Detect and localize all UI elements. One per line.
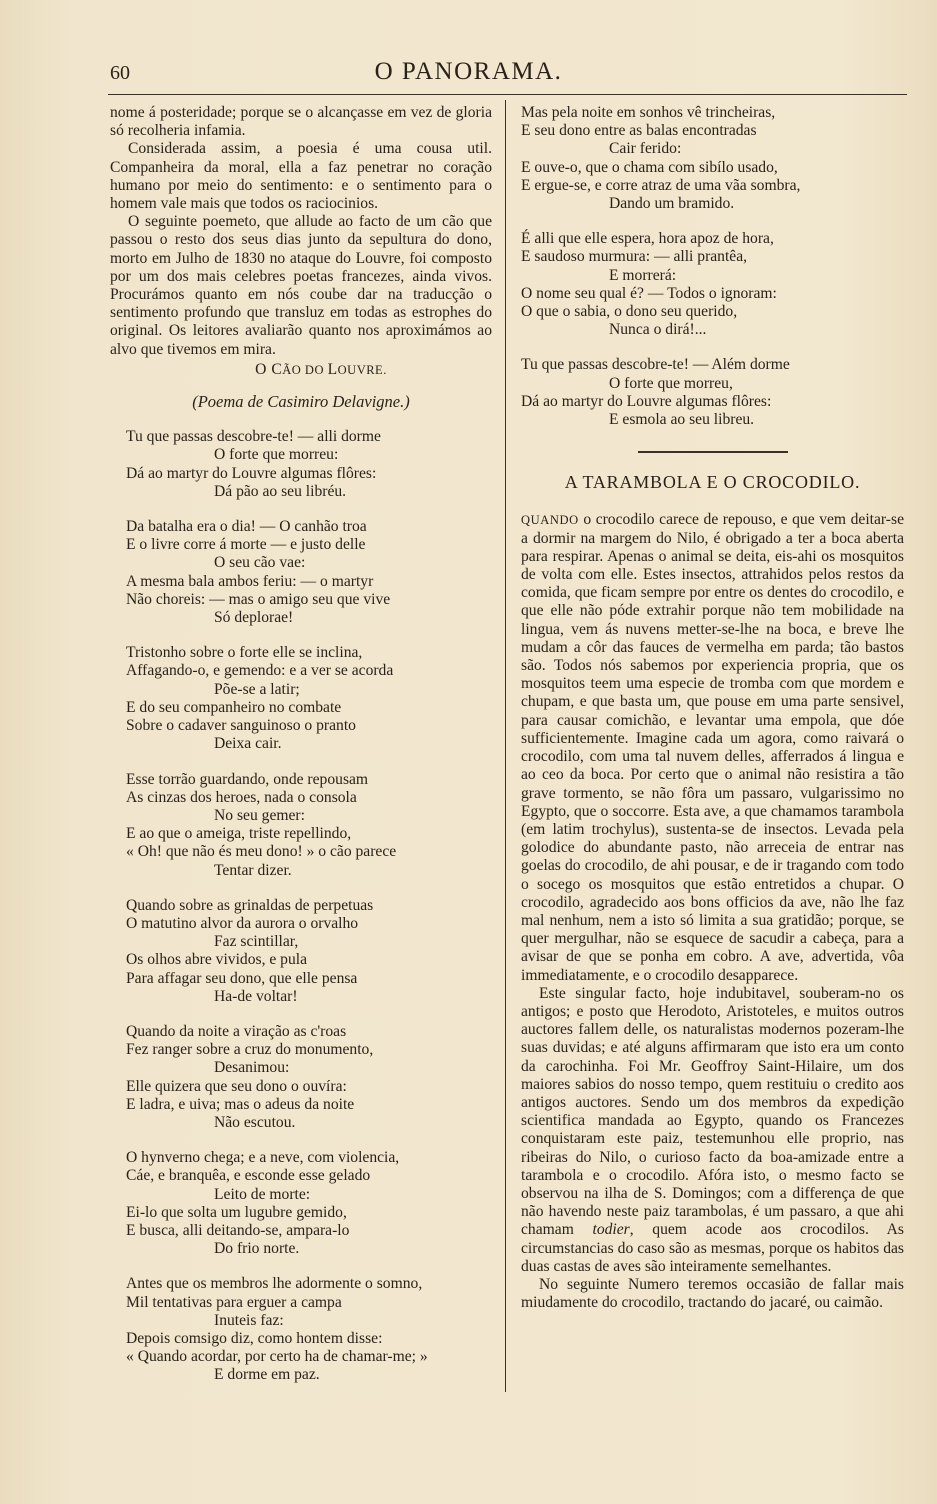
verse-line: Ha-de voltar! xyxy=(214,987,298,1005)
verse-line: Antes que os membros lhe adormente o somno, xyxy=(126,1275,423,1293)
paragraph: Considerada assim, a poesia é uma cousa util. Companheira da moral, ella a faz penetrar no coração humano por meio do sentimento: e o sentimento para o homem vale mais que todos os raciocinios. xyxy=(110,140,492,213)
section-title: A TARAMBOLA E O CROCODILO. xyxy=(564,472,861,493)
poem xyxy=(110,428,492,1384)
verse-line: O hynverno chega; e a neve, com violencia, xyxy=(126,1149,400,1167)
verse-line: Tentar dizer. xyxy=(214,861,292,879)
verse-line: Põe-se a latir; xyxy=(214,680,300,698)
poem-continuation xyxy=(521,104,904,429)
poem-attribution: (Poema de Casimiro Delavigne.) xyxy=(192,392,410,412)
verse-line: Fez ranger sobre a cruz do monumento, xyxy=(126,1041,374,1059)
verse-line: « Oh! que não és meu dono! » o cão parece xyxy=(126,843,397,861)
verse-line: É alli que elle espera, hora apoz de hora, xyxy=(521,230,774,248)
verse-line: « Quando acordar, por certo ha de chamar-me; » xyxy=(126,1348,428,1366)
verse-line: Dando um bramido. xyxy=(609,195,735,213)
running-title: O PANORAMA. xyxy=(374,58,563,85)
verse-line: Para affagar seu dono, que elle pensa xyxy=(126,969,358,987)
verse-line: A mesma bala ambos feriu: — o martyr xyxy=(126,572,374,590)
paragraph: QUANDO o crocodilo carece de repouso, e que vem deitar-se a dormir na margem do Nilo, é obrigado a ter a boca aberta para respirar. Apenas o animal se deita, eis-ahi os mosquitos de volta com elle. Estes insectos, attrahidos pelos restos da comida, que ficam sempre por entre os dentes do crocodilo, e que elle não póde extrahir porque não tem mobilidade na lingua, vem ás nuvens metter-se-lhe na boca, e breve lhe mudam a côr das fauces de vermelha em parda; tão bastos são. Todos nós sabemos por experiencia propria, que os mosquitos teem uma especie de tromba com que mordem e chupam, e que basta um, que pouse em uma parte sensivel, para causar comichão, e levantar uma empola, que dóe sufficientemente. Imagine cada um agora, como raivará o crocodilo, com uma tal nuvem delles, afferrados á lingua e ao ceo da boca. Por certo que o animal não resistira a tão grave tormento, se não fôra um passaro, vulgarissimo no Egypto, que o soccorre. Esta ave, a que chamamos tarambola (em latim trochylus), sustenta-se de insectos. Levada pela golodice do abundante pasto, não arreceia de entrar nas goelas do crocodilo, de ahi pousar, e de ir tragando com todo o socego os mosquitos que estão entretidos a chupar. O crocodilo, agradecido aos bons officios da ave, não lhe faz mal nenhum, nem a isto só limita a sua gratidão; porque, se quer mergulhar, não se esquece de sacudir a cabeça, para a avisar de que se ponha em cobro. A ave, advertida, vôa immediatamente, e o crocodilo desapparece. xyxy=(521,511,904,984)
paragraph: nome á posteridade; porque se o alcançasse em vez de gloria só recolheria infamia. xyxy=(110,104,492,140)
poem-title: O CÃO DO LOUVRE. xyxy=(255,360,387,378)
stanza xyxy=(126,644,492,753)
stanza xyxy=(126,1149,492,1258)
paragraph: O seguinte poemeto, que allude ao facto de um cão que passou o resto dos seus dias junto da sepultura do dono, morto em Julho de 1830 no ataque do Louvre, foi composto por um dos mais celebres poetas francezes, ainda vivos. Procurámos quanto em nós coube dar na traducção o sentimento profundo que transluz em todas as estrophes do original. Os leitores avaliarão quanto nos aproximámos ao alvo que tivemos em mira. xyxy=(110,213,492,358)
verse-line: Cáe, e branquêa, e esconde esse gelado xyxy=(126,1167,371,1185)
verse-line: Ei-lo que solta um lugubre gemido, xyxy=(126,1203,347,1221)
verse-line: Dá pão ao seu libréu. xyxy=(214,482,347,500)
verse-line: Da batalha era o dia! — O canhão troa xyxy=(126,518,367,536)
verse-line: O seu cão vae: xyxy=(214,554,306,572)
verse-line: E ao que o ameiga, triste repellindo, xyxy=(126,825,352,843)
verse-line: Tristonho sobre o forte elle se inclina, xyxy=(126,644,363,662)
verse-line: Dá ao martyr do Louvre algumas flôres: xyxy=(126,464,377,482)
verse-line: Quando da noite a viração as c'roas xyxy=(126,1022,347,1040)
left-column xyxy=(110,104,492,1385)
verse-line: E o livre corre á morte — e justo delle xyxy=(126,536,366,554)
verse-line: E morrerá: xyxy=(609,266,677,284)
verse-line: Tu que passas descobre-te! — Além dorme xyxy=(521,356,790,374)
verse-line: E do seu companheiro no combate xyxy=(126,698,342,716)
verse-line: Dá ao martyr do Louvre algumas flôres: xyxy=(521,392,772,410)
verse-line: Do frio norte. xyxy=(214,1240,300,1258)
verse-line: O forte que morreu, xyxy=(609,374,733,392)
verse-line: O forte que morreu: xyxy=(214,446,339,464)
verse-line: E saudoso murmura: — alli prantêa, xyxy=(521,248,748,266)
verse-line: O nome seu qual é? — Todos o ignoram: xyxy=(521,284,777,302)
stanza xyxy=(126,1023,492,1132)
page-header xyxy=(0,58,937,90)
verse-line: Inuteis faz: xyxy=(214,1311,284,1329)
stanza xyxy=(126,428,492,501)
verse-line: E ladra, e uiva; mas o adeus da noite xyxy=(126,1095,355,1113)
verse-line: E busca, alli deitando-se, ampara-lo xyxy=(126,1221,350,1239)
page-number: 60 xyxy=(110,62,130,84)
column-divider xyxy=(505,100,506,1392)
stanza xyxy=(126,771,492,880)
verse-line: Affagando-o, e gemendo: e a ver se acorda xyxy=(126,662,394,680)
stanza xyxy=(126,1275,492,1384)
verse-line: Leito de morte: xyxy=(214,1185,311,1203)
verse-line: E esmola ao seu libreu. xyxy=(609,411,755,429)
verse-line: Não choreis: — mas o amigo seu que vive xyxy=(126,590,391,608)
stanza xyxy=(521,356,904,429)
verse-line: As cinzas dos heroes, nada o consola xyxy=(126,788,357,806)
verse-line: Não escutou. xyxy=(214,1113,296,1131)
verse-line: Elle quizera que seu dono o ouvíra: xyxy=(126,1077,347,1095)
right-column xyxy=(521,104,904,1312)
verse-line: Faz scintillar, xyxy=(214,933,299,951)
paragraph: No seguinte Numero teremos occasião de fallar mais miudamente do crocodilo, tractando do jacaré, ou caimão. xyxy=(521,1275,904,1312)
verse-line: Esse torrão guardando, onde repousam xyxy=(126,770,369,788)
verse-line: O que o sabia, o dono seu querido, xyxy=(521,303,738,321)
verse-line: Sobre o cadaver sanguinoso o pranto xyxy=(126,717,356,735)
stanza xyxy=(521,104,904,213)
verse-line: O matutino alvor da aurora o orvalho xyxy=(126,914,359,932)
header-rule xyxy=(108,94,907,95)
verse-line: Mil tentativas para erguer a campa xyxy=(126,1293,342,1311)
verse-line: E dorme em paz. xyxy=(214,1366,320,1384)
verse-line: E ouve-o, que o chama com sibílo usado, xyxy=(521,158,778,176)
verse-line: Só deplorae! xyxy=(214,609,294,627)
verse-line: Cair ferido: xyxy=(609,140,682,158)
stanza xyxy=(521,230,904,339)
verse-line: Quando sobre as grinaldas de perpetuas xyxy=(126,896,374,914)
paragraph: Este singular facto, hoje indubitavel, souberam-no os antigos; e posto que Herodoto, Aristoteles, e muitos outros auctores fallem delle, os naturalistas modernos pozeram-lhe suas duvidas; e até alguns affirmaram que isto era um conto da carochinha. Foi Mr. Geoffroy Saint-Hilaire, um dos maiores sabios do nosso tempo, quem restituiu o credito aos antigos auctores. Sendo um dos membros da expedição scientifica mandada ao Egypto, quando os Francezes conquistaram este paiz, testemunhou elle proprio, nas ribeiras do Nilo, o curioso facto da boa-amizade entre a tarambola e o crocodilo. Afóra isto, o mesmo facto se observou na ilha de S. Domingos; com a differença de que não havendo neste paiz tarambolas, é um passaro, a que ahi chamam todier, quem acode aos crocodilos. As circumstancias do caso são as mesmas, porque os habitos das duas castas de aves são inteiramente semelhantes. xyxy=(521,984,905,1275)
verse-line: Desanimou: xyxy=(214,1059,290,1077)
verse-line: Deixa cair. xyxy=(214,735,282,753)
stanza xyxy=(126,518,492,627)
verse-line: Mas pela noite em sonhos vê trincheiras, xyxy=(521,104,776,121)
stanza xyxy=(126,897,492,1006)
verse-line: Nunca o dirá!... xyxy=(609,321,707,339)
verse-line: Os olhos abre vividos, e pula xyxy=(126,951,308,969)
verse-line: E seu dono entre as balas encontradas xyxy=(521,122,757,140)
verse-line: E ergue-se, e corre atraz de uma vãa sombra, xyxy=(521,176,801,194)
section-divider xyxy=(638,451,788,453)
verse-line: No seu gemer: xyxy=(214,806,305,824)
verse-line: Depois comsigo diz, como hontem disse: xyxy=(126,1329,383,1347)
verse-line: Tu que passas descobre-te! — alli dorme xyxy=(126,428,381,446)
